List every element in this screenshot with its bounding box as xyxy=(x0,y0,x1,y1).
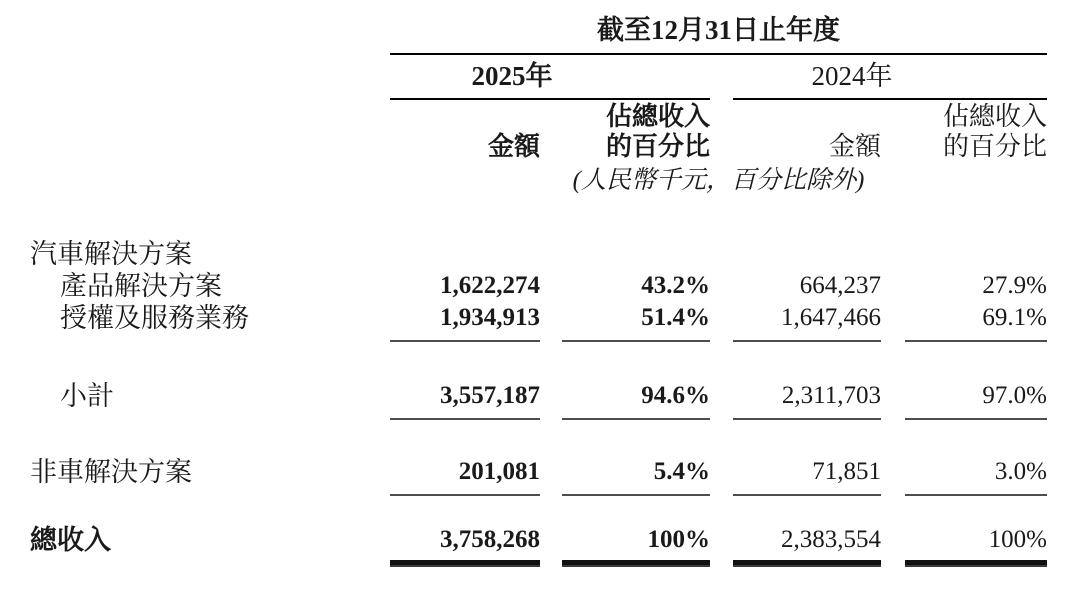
col-header-amount-2024: 金額 xyxy=(828,132,881,161)
double-rule xyxy=(390,560,540,567)
value-2025-amount: 201,081 xyxy=(390,456,540,496)
value-2025-amount xyxy=(390,524,540,567)
col-header-amount-2025: 金額 xyxy=(487,132,540,161)
row-licensing-services xyxy=(30,302,1080,342)
year-group-row xyxy=(390,55,1047,100)
unit-note: (人民幣千元，百分比除外) xyxy=(572,167,865,194)
double-rule xyxy=(733,560,881,567)
value-2024-amount: 664,237 xyxy=(799,272,881,299)
value-2025-amount: 1,622,274 xyxy=(440,272,540,299)
col-header-pct-2024 xyxy=(905,102,1047,162)
value-2024-pct: 97.0% xyxy=(905,380,1047,420)
value-2025-pct: 5.4% xyxy=(562,456,710,496)
value-2024-pct: 27.9% xyxy=(982,272,1047,299)
row-label: 小計 xyxy=(60,381,114,411)
value-2024-amount: 2,311,703 xyxy=(733,380,881,420)
table-header-area xyxy=(390,14,1047,100)
row-label: 非車解決方案 xyxy=(30,457,192,487)
section-label: 汽車解決方案 xyxy=(30,239,192,269)
value-2025-amount: 1,934,913 xyxy=(390,302,540,342)
col-header-pct-2025-line2: 的百分比 xyxy=(605,132,710,161)
total-value-text: 100% xyxy=(988,526,1047,553)
value-2025-pct: 94.6% xyxy=(562,380,710,420)
row-product-solutions xyxy=(30,270,1080,302)
col-header-pct-2024-line2: 的百分比 xyxy=(942,132,1047,161)
row-automotive-solutions-section xyxy=(30,238,1080,270)
value-2025-pct xyxy=(562,524,710,567)
value-2025-pct: 43.2% xyxy=(641,272,710,299)
row-label: 授權及服務業務 xyxy=(60,303,249,333)
col-header-pct-2025-line1: 佔總收入 xyxy=(605,102,710,131)
year-header-2024: 2024年 xyxy=(733,55,1047,100)
value-2024-amount: 71,851 xyxy=(733,456,881,496)
total-value-text: 3,758,268 xyxy=(440,526,540,553)
row-subtotal xyxy=(30,380,1080,420)
total-value-text: 2,383,554 xyxy=(781,526,881,553)
value-2025-amount: 3,557,187 xyxy=(390,380,540,420)
value-2025-pct: 51.4% xyxy=(562,302,710,342)
year-header-2025: 2025年 xyxy=(390,55,710,100)
column-header-row xyxy=(30,102,1080,162)
row-label: 總收入 xyxy=(30,525,111,555)
value-2024-amount: 1,647,466 xyxy=(733,302,881,342)
double-rule xyxy=(905,560,1047,567)
value-2024-amount xyxy=(733,524,881,567)
row-label: 產品解決方案 xyxy=(60,271,222,301)
total-value-text: 100% xyxy=(647,526,710,553)
value-2024-pct: 69.1% xyxy=(905,302,1047,342)
col-header-pct-2024-line1: 佔總收入 xyxy=(942,102,1047,131)
value-2024-pct: 3.0% xyxy=(905,456,1047,496)
row-total-revenue xyxy=(30,524,1080,567)
double-rule xyxy=(562,560,710,567)
row-non-vehicle-solutions xyxy=(30,456,1080,496)
value-2024-pct xyxy=(905,524,1047,567)
period-title: 截至12月31日止年度 xyxy=(390,14,1047,55)
col-header-pct-2025 xyxy=(562,102,710,162)
